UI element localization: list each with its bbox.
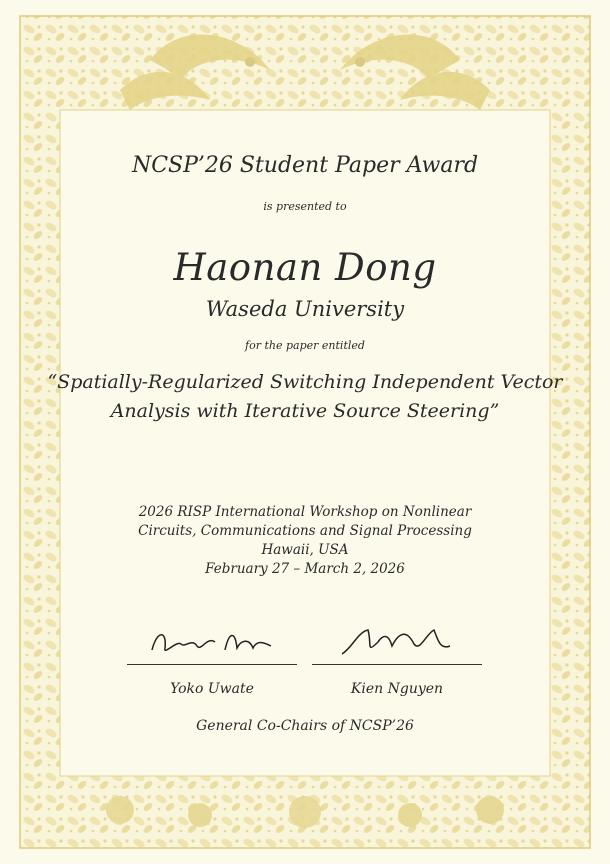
paper-title (0, 368, 610, 426)
event-line1: 2026 RISP International Workshop on Nonlinear (138, 504, 472, 520)
signature-line-2 (312, 664, 482, 665)
signature-1 (137, 620, 287, 662)
recipient-affiliation: Waseda University (205, 297, 405, 321)
paper-title-line1: “Spatially-Regularized Switching Independent Vector (47, 371, 563, 393)
award-title: NCSP’26 Student Paper Award (131, 153, 479, 178)
paper-title-line2: Analysis with Iterative Source Steering” (110, 400, 500, 422)
signatory-name-2: Kien Nguyen (350, 681, 444, 697)
signature-2 (322, 620, 472, 662)
presented-to-text: is presented to (263, 200, 347, 213)
recipient-name: Haonan Dong (173, 246, 437, 289)
signature-block-2 (312, 620, 482, 697)
signature-block-1 (127, 620, 297, 697)
event-dates: February 27 – March 2, 2026 (205, 561, 405, 577)
signatory-name-1: Yoko Uwate (170, 681, 254, 697)
event-details (0, 503, 610, 579)
paper-intro-text: for the paper entitled (245, 339, 365, 352)
general-co-chairs-title: General Co-Chairs of NCSP’26 (196, 718, 414, 734)
event-location: Hawaii, USA (261, 542, 349, 558)
event-line2: Circuits, Communications and Signal Processing (138, 523, 472, 539)
signature-line-1 (127, 664, 297, 665)
